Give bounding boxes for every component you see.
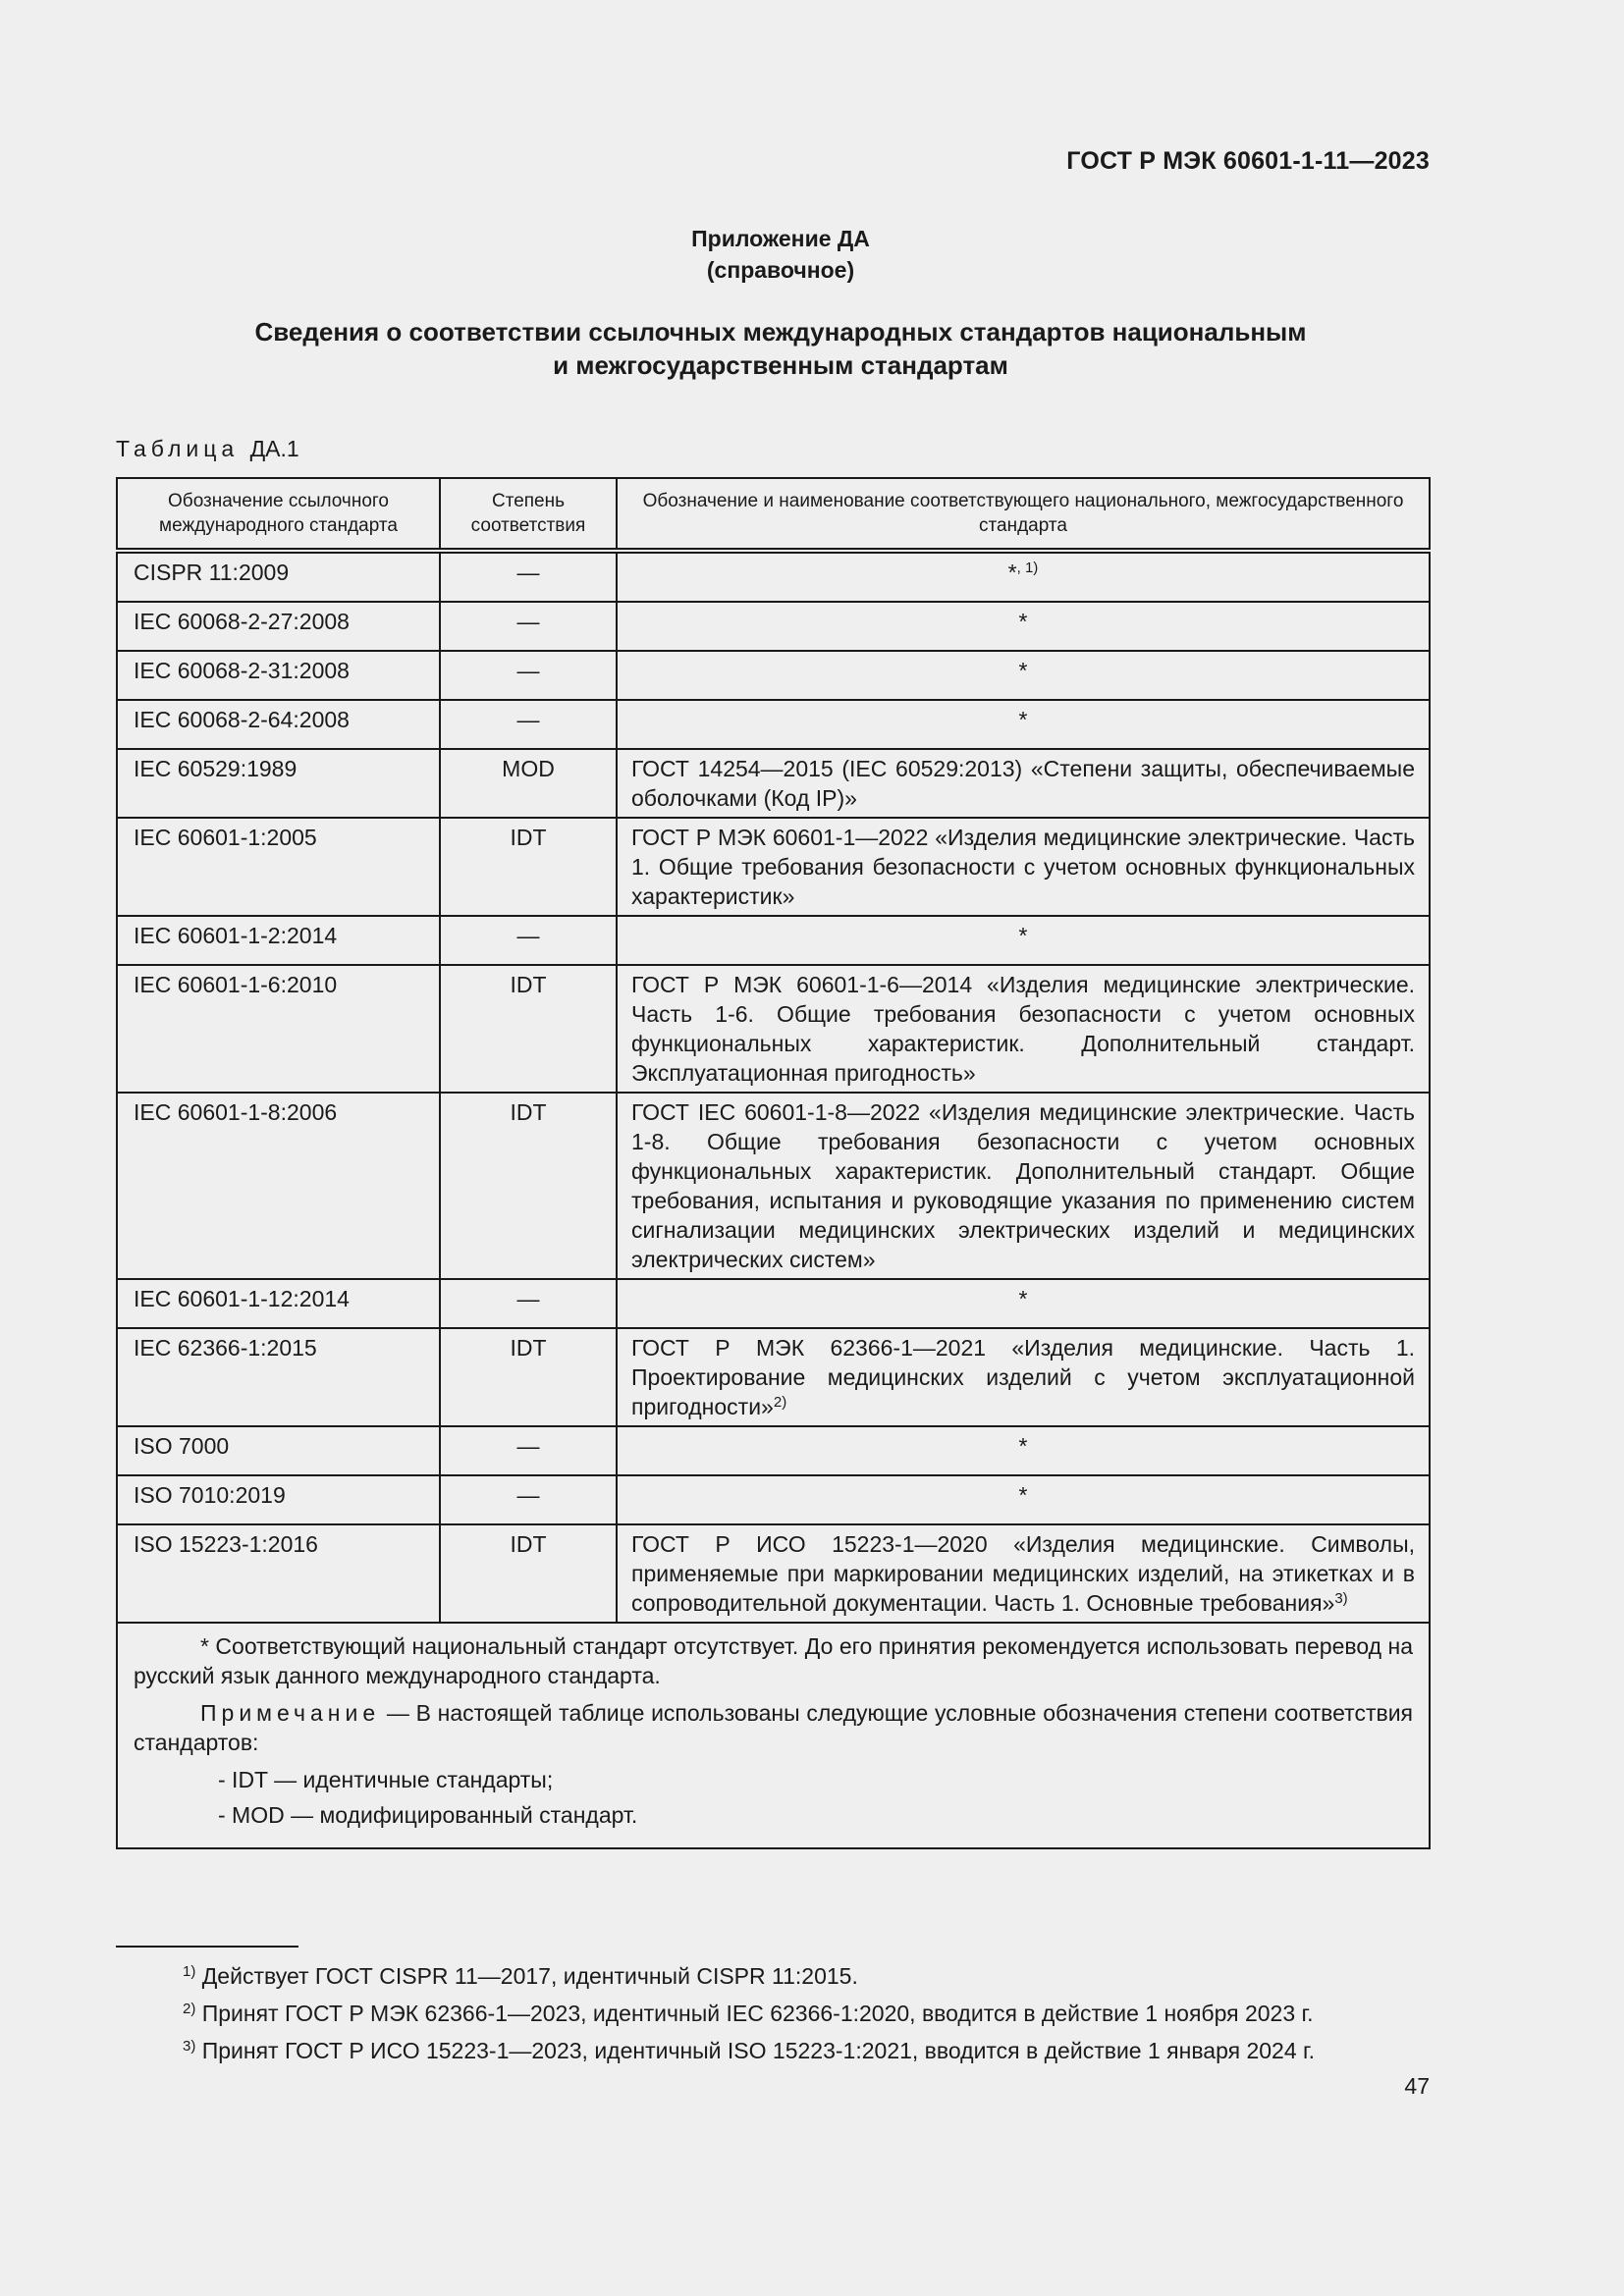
note-paragraph	[134, 1698, 1413, 1757]
cell-international-standard: ISO 7010:2019	[117, 1475, 440, 1524]
cell-international-standard: IEC 60068-2-27:2008	[117, 602, 440, 651]
table-row	[117, 1328, 1430, 1426]
cell-international-standard: IEC 60529:1989	[117, 749, 440, 818]
table-row	[117, 749, 1430, 818]
national-standard-text: *	[1018, 609, 1028, 634]
annex-heading-line-2: и межгосударственным стандартам	[553, 350, 1008, 380]
national-standard-text: ГОСТ Р МЭК 60601-1-6—2014 «Изделия медицинские электрические. Часть 1-6. Общие требования безопасности с учетом основных функциональных характеристик. Дополнительный стандарт. Эксплуатационная пригодность»	[631, 972, 1415, 1086]
cell-national-standard	[617, 965, 1430, 1093]
national-standard-text: *	[1018, 1482, 1028, 1508]
star-note: * Соответствующий национальный стандарт отсутствует. До его принятия рекомендуется использовать перевод на русский язык данного международного стандарта.	[134, 1633, 1413, 1688]
cell-international-standard: CISPR 11:2009	[117, 551, 440, 602]
cell-national-standard	[617, 818, 1430, 916]
cell-degree: —	[440, 551, 617, 602]
cell-national-standard	[617, 1279, 1430, 1328]
cell-international-standard: IEC 60601-1-2:2014	[117, 916, 440, 965]
national-standard-text: *	[1018, 658, 1028, 683]
cell-degree: —	[440, 700, 617, 749]
table-header-row	[117, 478, 1430, 551]
cell-national-standard	[617, 1328, 1430, 1426]
document-code: ГОСТ Р МЭК 60601-1-11—2023	[1066, 147, 1430, 175]
footnote-text: Принят ГОСТ Р ИСО 15223-1—2023, идентичный ISO 15223-1:2021, вводится в действие 1 января 2024 г.	[195, 2038, 1315, 2063]
cell-national-standard	[617, 700, 1430, 749]
cell-national-standard	[617, 602, 1430, 651]
national-standard-text: *	[1018, 1433, 1028, 1459]
table-row	[117, 700, 1430, 749]
national-standard-text: ГОСТ Р МЭК 62366-1—2021 «Изделия медицинские. Часть 1. Проектирование медицинских изделий с учетом эксплуатационной пригодности»	[631, 1335, 1415, 1419]
footnote-mark: 3)	[183, 2038, 196, 2055]
notes-row	[117, 1623, 1430, 1848]
cell-national-standard	[617, 916, 1430, 965]
cell-degree: MOD	[440, 749, 617, 818]
national-standard-text: *	[1007, 560, 1017, 585]
standards-table	[116, 477, 1431, 1849]
national-standard-text: *	[1018, 707, 1028, 732]
cell-national-standard	[617, 551, 1430, 602]
cell-national-standard	[617, 1093, 1430, 1279]
annex-heading-line-1: Сведения о соответствии ссылочных международных стандартов национальным	[254, 317, 1307, 347]
cell-international-standard: IEC 60601-1-12:2014	[117, 1279, 440, 1328]
note-word: Примечание	[200, 1700, 381, 1726]
cell-national-standard	[617, 1426, 1430, 1475]
cell-degree: —	[440, 602, 617, 651]
table-label-word: Таблица	[116, 436, 240, 461]
footnote-text: Действует ГОСТ CISPR 11—2017, идентичный CISPR 11:2015.	[195, 1963, 858, 1989]
national-standard-text: ГОСТ IEC 60601-1-8—2022 «Изделия медицинские электрические. Часть 1-8. Общие требования безопасности с учетом основных функциональных характеристик. Дополнительный стандарт. Общие требования, испытания и руководящие указания по применению систем сигнализации медицинских электрических изделий и медицинских электрических систем»	[631, 1099, 1415, 1272]
table-row	[117, 818, 1430, 916]
footnote-ref: , 1)	[1016, 560, 1039, 576]
footnote-text: Принят ГОСТ Р МЭК 62366-1—2023, идентичный IEC 62366-1:2020, вводится в действие 1 ноября 2023 г.	[195, 2001, 1314, 2026]
annex-subtitle: (справочное)	[706, 257, 855, 283]
cell-international-standard: IEC 62366-1:2015	[117, 1328, 440, 1426]
note-list	[134, 1765, 1413, 1830]
cell-degree: IDT	[440, 1093, 617, 1279]
cell-international-standard: IEC 60601-1:2005	[117, 818, 440, 916]
national-standard-text: ГОСТ Р МЭК 60601-1—2022 «Изделия медицинские электрические. Часть 1. Общие требования безопасности с учетом основных функциональных характеристик»	[631, 825, 1415, 909]
national-standard-text: *	[1018, 1286, 1028, 1311]
table-row	[117, 1279, 1430, 1328]
cell-international-standard: IEC 60601-1-8:2006	[117, 1093, 440, 1279]
cell-international-standard: IEC 60601-1-6:2010	[117, 965, 440, 1093]
note-text: — В настоящей таблице использованы следующие условные обозначения степени соответствия стандартов:	[134, 1700, 1413, 1755]
table-row	[117, 1524, 1430, 1623]
cell-degree: —	[440, 1426, 617, 1475]
cell-degree: IDT	[440, 1524, 617, 1623]
table-label-number: ДА.1	[249, 436, 299, 461]
cell-degree: IDT	[440, 965, 617, 1093]
table-row	[117, 551, 1430, 602]
note-item: - IDT — идентичные стандарты;	[218, 1767, 554, 1792]
cell-degree: —	[440, 651, 617, 700]
cell-national-standard	[617, 651, 1430, 700]
table-row	[117, 916, 1430, 965]
header-international-standard: Обозначение ссылочного международного стандарта	[117, 478, 440, 551]
cell-degree: —	[440, 1279, 617, 1328]
national-standard-text: *	[1018, 923, 1028, 948]
table-row	[117, 965, 1430, 1093]
footnote-separator	[116, 1946, 298, 1948]
table-row	[117, 651, 1430, 700]
cell-degree: IDT	[440, 1328, 617, 1426]
cell-national-standard	[617, 749, 1430, 818]
cell-national-standard	[617, 1524, 1430, 1623]
cell-degree: —	[440, 916, 617, 965]
footnote-ref: 2)	[773, 1394, 787, 1411]
table-label	[116, 436, 299, 462]
annex-title: Приложение ДА	[691, 226, 870, 251]
national-standard-text: ГОСТ 14254—2015 (IEC 60529:2013) «Степени защиты, обеспечиваемые оболочками (Код IP)»	[631, 756, 1415, 811]
header-national-standard: Обозначение и наименование соответствующего национального, межгосударственного стандарта	[617, 478, 1430, 551]
note-item: - MOD — модифицированный стандарт.	[218, 1802, 638, 1828]
footnote-ref: 3)	[1334, 1590, 1348, 1607]
footnote-mark: 1)	[183, 1963, 196, 1980]
footnotes	[183, 1957, 1315, 2069]
page-number: 47	[1404, 2073, 1430, 2099]
footnote	[183, 1995, 1315, 2032]
table-row	[117, 1093, 1430, 1279]
national-standard-text: ГОСТ Р ИСО 15223-1—2020 «Изделия медицинские. Символы, применяемые при маркировании медицинских изделий, на этикетках и в сопроводительной документации. Часть 1. Основные требования»	[631, 1531, 1415, 1616]
cell-international-standard: IEC 60068-2-64:2008	[117, 700, 440, 749]
footnote	[183, 1957, 1315, 1995]
footnote-mark: 2)	[183, 2001, 196, 2017]
cell-degree: —	[440, 1475, 617, 1524]
table-row	[117, 602, 1430, 651]
cell-international-standard: IEC 60068-2-31:2008	[117, 651, 440, 700]
notes-cell	[117, 1623, 1430, 1848]
cell-national-standard	[617, 1475, 1430, 1524]
cell-degree: IDT	[440, 818, 617, 916]
header-degree: Степень соответствия	[440, 478, 617, 551]
cell-international-standard: ISO 7000	[117, 1426, 440, 1475]
table-row	[117, 1426, 1430, 1475]
footnote	[183, 2032, 1315, 2069]
table-row	[117, 1475, 1430, 1524]
cell-international-standard: ISO 15223-1:2016	[117, 1524, 440, 1623]
